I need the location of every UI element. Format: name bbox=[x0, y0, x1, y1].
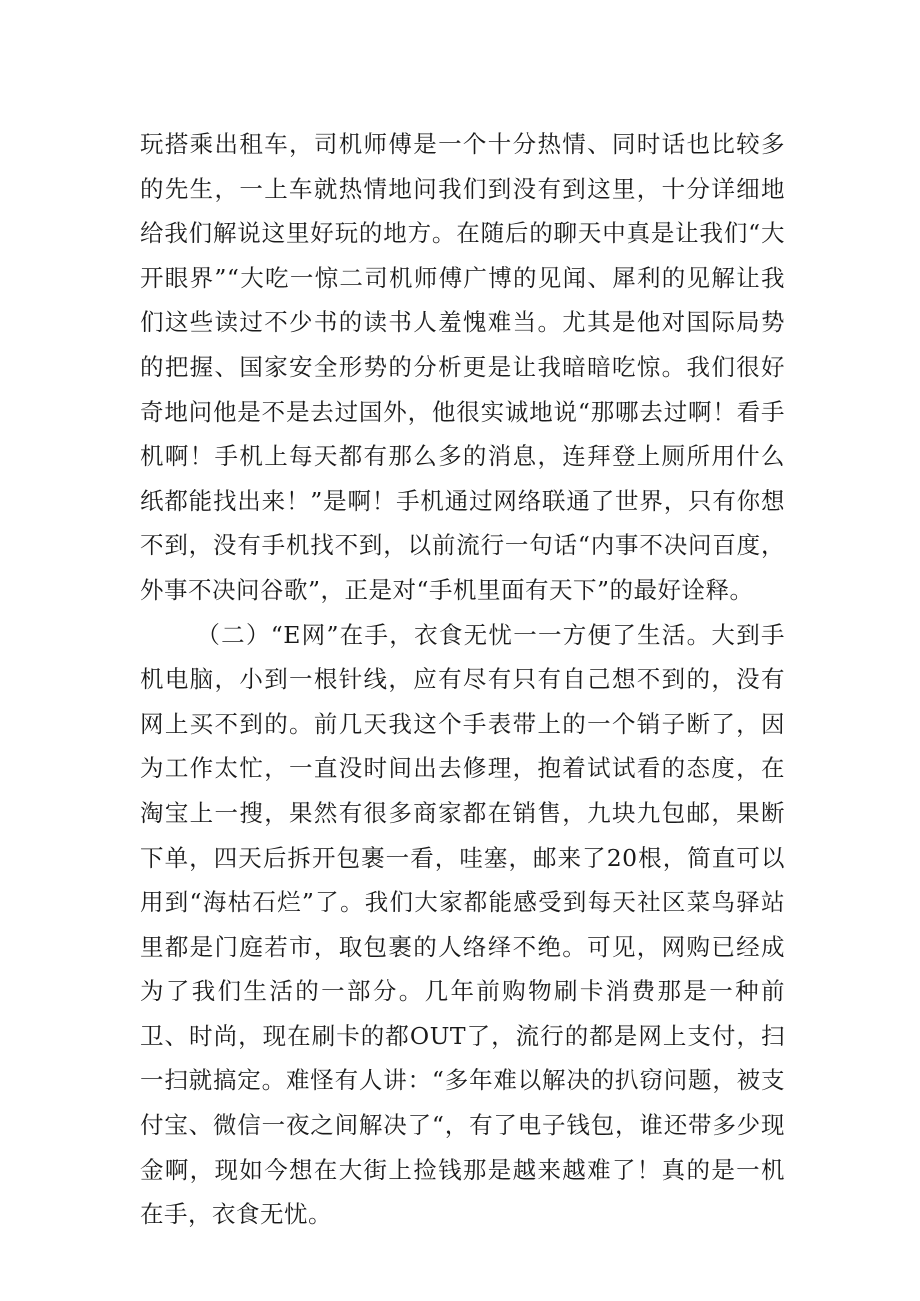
paragraph-taxi-driver: 玩搭乘出租车，司机师傅是一个十分热情、同时话也比较多的先生，一上车就热情地问我们到没有到这里，十分详细地给我们解说这里好玩的地方。在随后的聊天中真是让我们“大开眼界”“大吃一惊二司机师傅广博的见闻、犀利的见解让我们这些读过不少书的读书人羞愧难当。尤其是他对国际局势的把握、国家安全形势的分析更是让我暗暗吃惊。我们很好奇地问他是不是去过国外，他很实诚地说“那哪去过啊！看手机啊！手机上每天都有那么多的消息，连拜登上厕所用什么纸都能找出来！”是啊！手机通过网络联通了世界，只有你想不到，没有手机找不到，以前流行一句话“内事不决问百度，外事不决问谷歌”，正是对“手机里面有天下”的最好诠释。 bbox=[140, 130, 785, 604]
document-body bbox=[140, 122, 785, 1237]
paragraph-e-network-life: （二）“E网”在手，衣食无忧一一方便了生活。大到手机电脑，小到一根针线，应有尽有只有自己想不到的，没有网上买不到的。前几天我这个手表带上的一个销子断了，因为工作太忙，一直没时间出去修理，抱着试试看的态度，在淘宝上一搜，果然有很多商家都在销售，九块九包邮，果断下单，四天后拆开包裹一看，哇塞，邮来了20根，简直可以用到“海枯石烂”了。我们大家都能感受到每天社区菜鸟驿站里都是门庭若市，取包裹的人络绎不绝。可见，网购已经成为了我们生活的一部分。几年前购物刷卡消费那是一种前卫、时尚，现在刷卡的都OUT了，流行的都是网上支付，扫一扫就搞定。难怪有人讲：“多年难以解决的扒窃问题，被支付宝、微信一夜之间解决了“，有了电子钱包，谁还带多少现金啊，现如今想在大街上捡钱那是越来越难了！真的是一机在手，衣食无忧。 bbox=[140, 620, 785, 1229]
